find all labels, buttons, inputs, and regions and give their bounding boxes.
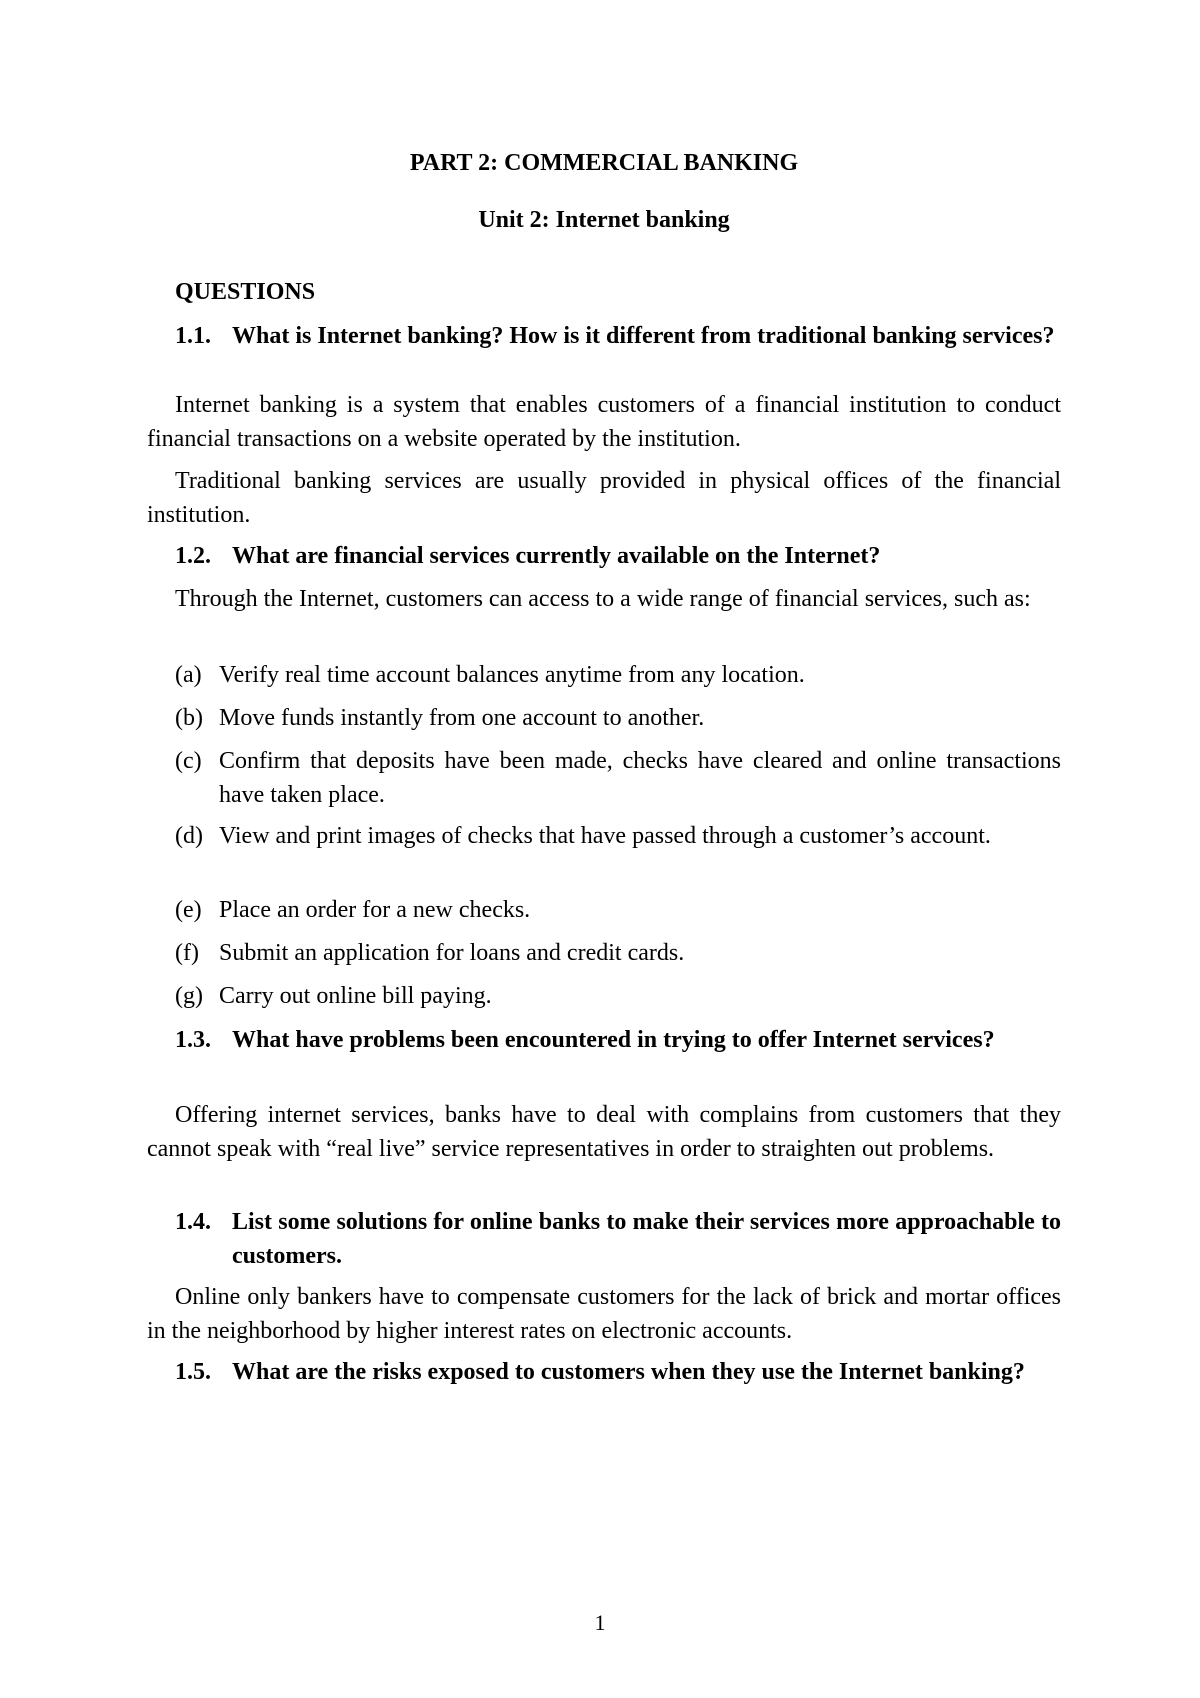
list-marker: (g)	[175, 983, 203, 1009]
answer-paragraph: Internet banking is a system that enables customers of a financial institution to conduct financial transactions on a website operated by the institution.	[147, 392, 1061, 452]
answer-paragraph: Offering internet services, banks have to deal with complains from customers that they cannot speak with “real live” service representatives in order to straighten out problems.	[147, 1102, 1061, 1162]
list-marker: (f)	[175, 940, 199, 966]
part-title: PART 2: COMMERCIAL BANKING	[409, 150, 799, 176]
list-item	[175, 936, 1061, 970]
list-item	[175, 701, 1061, 735]
list-marker: (c)	[175, 748, 202, 774]
list-item-text: Confirm that deposits have been made, checks have cleared and online transactions have taken place.	[219, 748, 1061, 808]
question-text: What is Internet banking? How is it different from traditional banking services?	[232, 323, 1055, 349]
question-number: 1.2.	[175, 543, 211, 569]
question-1-4	[175, 1205, 1061, 1273]
question-1-3	[175, 1023, 1061, 1057]
list-item	[175, 744, 1061, 812]
question-text: What have problems been encountered in trying to offer Internet services?	[232, 1027, 995, 1053]
list-item-text: Submit an application for loans and credit cards.	[219, 940, 685, 966]
question-number: 1.5.	[175, 1359, 211, 1385]
answer-paragraph: Online only bankers have to compensate customers for the lack of brick and mortar offices in the neighborhood by higher interest rates on electronic accounts.	[147, 1284, 1061, 1344]
list-item-text: View and print images of checks that have passed through a customer’s account.	[219, 823, 991, 849]
list-item-text: Verify real time account balances anytime from any location.	[219, 662, 805, 688]
question-number: 1.1.	[175, 323, 211, 349]
answer-paragraph: Through the Internet, customers can access to a wide range of financial services, such as:	[175, 586, 1031, 612]
list-marker: (a)	[175, 662, 202, 688]
unit-title: Unit 2: Internet banking	[478, 207, 730, 233]
list-marker: (b)	[175, 705, 203, 731]
question-1-1	[175, 319, 1061, 353]
question-1-5	[175, 1355, 1061, 1389]
list-item	[175, 658, 1061, 692]
answer-paragraph: Traditional banking services are usually provided in physical offices of the financial institution.	[147, 468, 1061, 528]
list-item	[175, 979, 1061, 1013]
list-item-text: Place an order for a new checks.	[219, 897, 531, 923]
question-number: 1.4.	[175, 1209, 211, 1235]
question-text: List some solutions for online banks to make their services more approachable to customers.	[232, 1209, 1061, 1269]
list-marker: (e)	[175, 897, 202, 923]
list-item	[175, 893, 1061, 927]
question-text: What are financial services currently available on the Internet?	[232, 543, 881, 569]
question-1-2	[175, 539, 1061, 573]
question-text: What are the risks exposed to customers when they use the Internet banking?	[232, 1359, 1025, 1385]
list-item-text: Carry out online bill paying.	[219, 983, 492, 1009]
list-item-text: Move funds instantly from one account to another.	[219, 705, 705, 731]
question-number: 1.3.	[175, 1027, 211, 1053]
page-number: 1	[594, 1610, 606, 1635]
list-item	[175, 819, 1061, 853]
questions-heading: QUESTIONS	[175, 279, 316, 305]
list-marker: (d)	[175, 823, 203, 849]
